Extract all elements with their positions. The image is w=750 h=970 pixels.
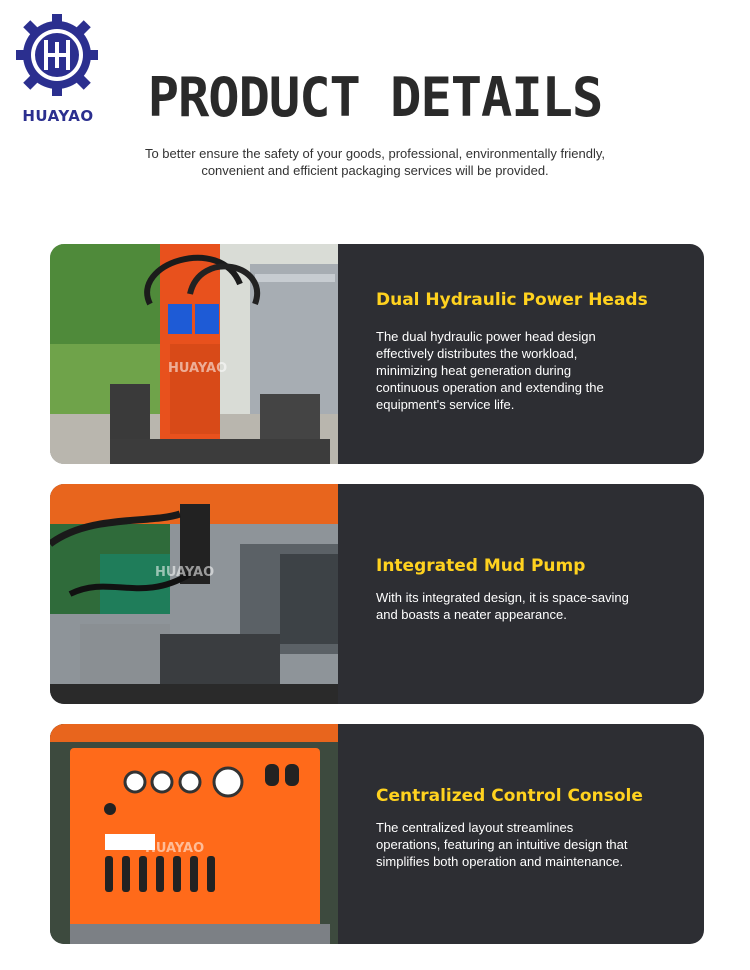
watermark-text: HUAYAO	[155, 565, 215, 580]
logo-text: HUAYAO	[22, 107, 94, 125]
feature-photo-hydraulic-heads	[50, 244, 338, 464]
feature-title: Centralized Control Console	[376, 786, 643, 806]
subtitle-line-2: convenient and efficient packaging services will be provided.	[201, 163, 549, 178]
page-subtitle	[100, 145, 650, 179]
feature-description: The centralized layout streamlines operations, featuring an intuitive design that simplifies both operation and maintenance.	[376, 820, 628, 869]
feature-card-mud-pump	[50, 484, 704, 704]
page-title: PRODUCT DETAILS	[147, 66, 603, 130]
watermark-text: HUAYAO	[145, 841, 205, 856]
feature-description: With its integrated design, it is space-saving and boasts a neater appearance.	[376, 590, 629, 622]
feature-title: Integrated Mud Pump	[376, 556, 586, 576]
feature-title: Dual Hydraulic Power Heads	[376, 290, 648, 310]
feature-photo-mud-pump	[50, 484, 338, 704]
feature-photo-control-console	[50, 724, 338, 944]
feature-card-dual-hydraulic	[50, 244, 704, 464]
watermark-text: HUAYAO	[168, 361, 228, 376]
feature-description: The dual hydraulic power head design effectively distributes the workload, minimizing heat generation during continuous operation and extending the equipment's service life.	[376, 329, 604, 412]
subtitle-line-1: To better ensure the safety of your goods, professional, environmentally friendly,	[144, 146, 606, 161]
feature-card-control-console	[50, 724, 704, 944]
